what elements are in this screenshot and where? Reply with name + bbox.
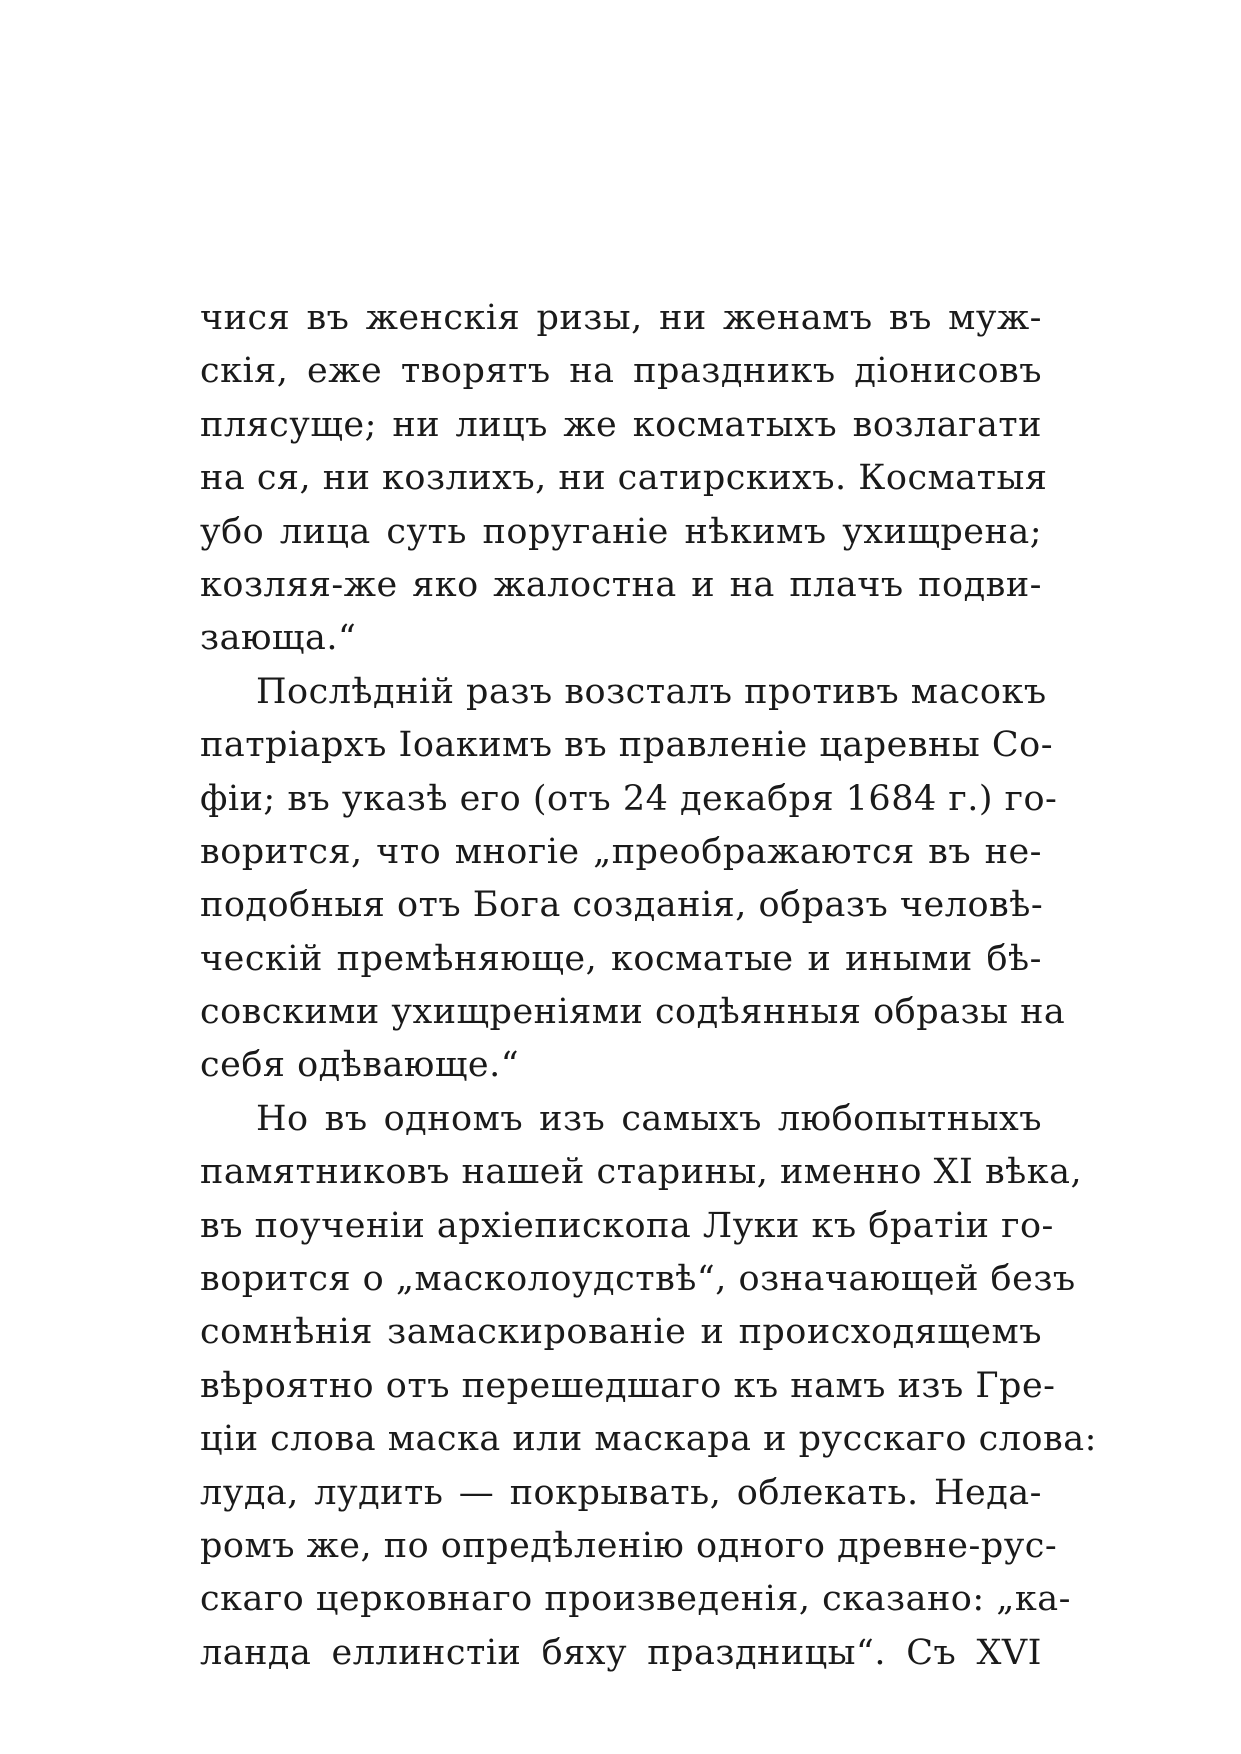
paragraph-1	[200, 292, 1048, 666]
text-line: козляя-же яко жалостна и на плачъ подви-	[200, 564, 1042, 605]
text-line: луда, лудить — покрывать, облекать. Неда-	[200, 1472, 1042, 1513]
paragraph-3	[200, 1093, 1097, 1680]
text-line: себя одѣвающе.“	[200, 1045, 520, 1086]
text-line: Послѣдній разъ возсталъ противъ масокъ	[256, 671, 1047, 712]
text-line: вѣроятно отъ перешедшаго къ намъ изъ Гре-	[200, 1365, 1056, 1406]
paragraph-2	[200, 666, 1066, 1093]
text-line: ворится, что многіе „преображаются въ не-	[200, 831, 1042, 872]
body-text	[200, 292, 1097, 1680]
text-line: ромъ же, по опредѣленію одного древне-рус-	[200, 1525, 1058, 1566]
text-line: патріархъ Іоакимъ въ правленіе царевны Со-	[200, 725, 1054, 766]
text-line: ческій премѣняюще, косматые и иными бѣ-	[200, 938, 1042, 979]
text-line: сомнѣнія замаскированіе и происходящемъ	[200, 1312, 1042, 1353]
text-line: памятниковъ нашей старины, именно XI вѣка,	[200, 1152, 1083, 1193]
text-line: на ся, ни козлихъ, ни сатирскихъ. Косматыя	[200, 458, 1048, 499]
text-line: въ поученіи архіепископа Луки къ братіи го-	[200, 1205, 1054, 1246]
text-line: фіи; въ указѣ его (отъ 24 декабря 1684 г.) го-	[200, 778, 1058, 819]
text-line: ланда еллинстіи бяху праздницы“. Съ XVI	[200, 1632, 1042, 1673]
text-line: зающа.“	[200, 618, 357, 659]
text-line: ціи слова маска или маскара и русскаго слова:	[200, 1419, 1097, 1460]
text-line: плясуще; ни лицъ же косматыхъ возлагати	[200, 404, 1042, 445]
text-line: скія, еже творятъ на праздникъ діонисовъ	[200, 351, 1042, 392]
text-line: Но въ одномъ изъ самыхъ любопытныхъ	[256, 1098, 1042, 1139]
text-line: ворится о „масколоудствѣ“, означающей безъ	[200, 1259, 1076, 1300]
text-line: подобныя отъ Бога созданія, образъ человѣ-	[200, 885, 1044, 926]
text-line: скаго церковнаго произведенія, сказано: „ка-	[200, 1579, 1071, 1620]
text-line: убо лица суть поруганіе нѣкимъ ухищрена;	[200, 511, 1042, 552]
text-line: совскими ухищреніями содѣянныя образы на	[200, 992, 1066, 1033]
text-line: чися въ женскія ризы, ни женамъ въ муж-	[200, 298, 1042, 338]
